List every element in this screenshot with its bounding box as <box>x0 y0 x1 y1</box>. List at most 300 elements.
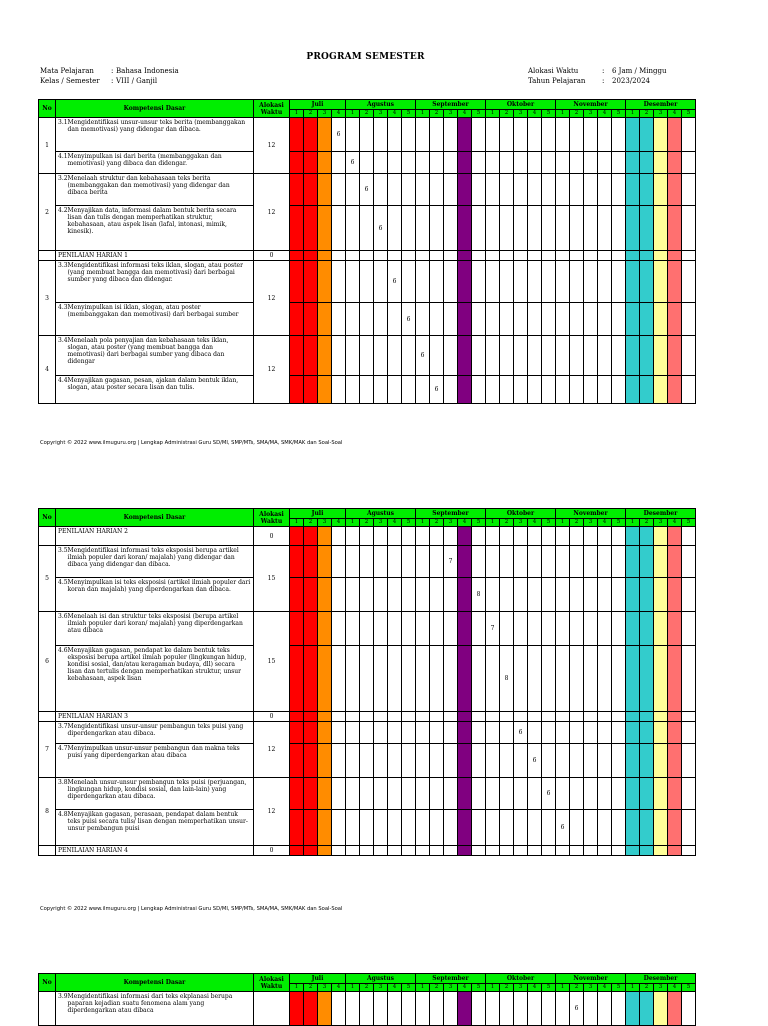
week-cell <box>598 546 612 578</box>
competency-row <box>39 778 696 810</box>
meta-right <box>528 66 667 86</box>
week-cell <box>570 712 584 722</box>
week-cell <box>640 206 654 251</box>
week-cell <box>514 612 528 646</box>
header-week: 5 <box>542 519 556 527</box>
week-cell <box>598 303 612 336</box>
week-cell <box>430 612 444 646</box>
week-hours-value: 8 <box>500 646 514 712</box>
week-cell <box>332 722 346 744</box>
week-cell <box>682 722 696 744</box>
week-cell <box>304 744 318 778</box>
header-week: 5 <box>612 110 626 118</box>
week-cell <box>332 578 346 612</box>
week-hours-value: 6 <box>360 174 374 206</box>
competency-row <box>39 376 696 404</box>
week-cell <box>388 336 402 376</box>
week-cell <box>388 546 402 578</box>
week-cell <box>374 712 388 722</box>
week-cell <box>584 546 598 578</box>
competency-row <box>39 810 696 846</box>
week-cell <box>640 527 654 546</box>
week-cell <box>612 578 626 612</box>
week-cell <box>528 527 542 546</box>
header-week: 2 <box>640 984 654 992</box>
header-week: 2 <box>570 984 584 992</box>
week-hours-value: 6 <box>416 336 430 376</box>
week-cell <box>458 722 472 744</box>
week-cell <box>332 206 346 251</box>
program-table-3 <box>38 973 696 1026</box>
week-cell <box>556 846 570 856</box>
week-cell <box>374 118 388 152</box>
alokasi-value: 0 <box>254 527 290 546</box>
week-cell <box>402 336 416 376</box>
week-cell <box>668 744 682 778</box>
week-cell <box>528 992 542 1026</box>
competency-code: 4.4 <box>58 377 68 384</box>
week-cell <box>346 612 360 646</box>
week-cell <box>514 251 528 261</box>
week-cell <box>304 712 318 722</box>
header-month: September <box>416 509 486 519</box>
week-cell <box>682 174 696 206</box>
week-cell <box>668 578 682 612</box>
week-cell <box>472 546 486 578</box>
week-cell <box>486 261 500 303</box>
week-cell <box>472 251 486 261</box>
meta-sep: : <box>602 77 605 85</box>
week-cell <box>416 712 430 722</box>
week-cell <box>430 846 444 856</box>
week-cell <box>290 722 304 744</box>
row-number: 2 <box>39 174 56 251</box>
header-month: September <box>416 100 486 110</box>
week-cell <box>514 206 528 251</box>
header-month: September <box>416 974 486 984</box>
header-week: 2 <box>360 984 374 992</box>
week-cell <box>668 251 682 261</box>
week-cell <box>486 846 500 856</box>
header-week: 2 <box>640 110 654 118</box>
header-week: 5 <box>472 110 486 118</box>
competency-description: Mengidentifikasi unsur-unsur teks berita (membanggakan dan memotivasi) yang didengar dan dibaca. <box>67 119 246 133</box>
week-cell <box>458 261 472 303</box>
week-cell <box>514 778 528 810</box>
week-cell <box>528 612 542 646</box>
week-cell <box>290 744 304 778</box>
week-cell <box>332 152 346 174</box>
week-cell <box>472 336 486 376</box>
week-cell <box>626 376 640 404</box>
week-cell <box>304 527 318 546</box>
meta-label: Mata Pelajaran <box>40 67 94 75</box>
week-cell <box>304 206 318 251</box>
week-cell <box>318 722 332 744</box>
week-cell <box>304 251 318 261</box>
competency-code: 3.3 <box>58 262 68 269</box>
week-cell <box>402 376 416 404</box>
competency-row <box>39 612 696 646</box>
header-week: 5 <box>472 519 486 527</box>
week-cell <box>458 376 472 404</box>
week-cell <box>640 376 654 404</box>
competency-row <box>39 152 696 174</box>
no-cell <box>39 712 56 722</box>
header-month: Desember <box>626 509 696 519</box>
week-cell <box>374 376 388 404</box>
week-cell <box>654 646 668 712</box>
week-cell <box>374 722 388 744</box>
alokasi-value: 0 <box>254 846 290 856</box>
week-cell <box>346 251 360 261</box>
week-cell <box>318 206 332 251</box>
week-cell <box>668 261 682 303</box>
week-cell <box>332 646 346 712</box>
program-table-1 <box>38 99 696 404</box>
week-cell <box>612 722 626 744</box>
week-cell <box>626 722 640 744</box>
week-cell <box>542 118 556 152</box>
alokasi-value: 15 <box>254 546 290 612</box>
competency-row <box>39 303 696 336</box>
week-cell <box>304 118 318 152</box>
week-cell <box>570 778 584 810</box>
week-cell <box>360 744 374 778</box>
week-cell <box>304 992 318 1026</box>
week-cell <box>430 712 444 722</box>
week-cell <box>654 744 668 778</box>
copyright-text: Copyright © 2022 www.ilmuguru.org | Lengkap Administrasi Guru SD/MI, SMP/MTs, SMA/MA, SMK/MAK dan Soal-Soal <box>40 906 343 912</box>
header-week: 5 <box>612 984 626 992</box>
competency-row <box>39 206 696 251</box>
header-week: 4 <box>598 110 612 118</box>
alokasi-value: 12 <box>254 722 290 778</box>
week-cell <box>472 712 486 722</box>
meta-value: 2023/2024 <box>612 77 650 85</box>
week-cell <box>626 527 640 546</box>
header-alokasi: Alokasi Waktu <box>254 100 290 118</box>
week-cell <box>458 546 472 578</box>
week-cell <box>682 744 696 778</box>
week-cell <box>556 546 570 578</box>
week-cell <box>290 778 304 810</box>
week-cell <box>584 152 598 174</box>
week-hours-value: 6 <box>570 992 584 1026</box>
week-cell <box>584 846 598 856</box>
header-week: 1 <box>416 984 430 992</box>
week-cell <box>682 152 696 174</box>
week-cell <box>416 992 430 1026</box>
header-month: Agustus <box>346 974 416 984</box>
week-cell <box>402 810 416 846</box>
competency-row <box>39 174 696 206</box>
week-cell <box>360 612 374 646</box>
week-cell <box>668 118 682 152</box>
week-cell <box>458 206 472 251</box>
header-week: 4 <box>332 519 346 527</box>
week-cell <box>640 992 654 1026</box>
header-row-months <box>39 509 696 519</box>
week-cell <box>612 846 626 856</box>
week-cell <box>472 846 486 856</box>
week-cell <box>654 261 668 303</box>
week-cell <box>486 376 500 404</box>
week-cell <box>388 303 402 336</box>
header-month: Desember <box>626 100 696 110</box>
week-cell <box>374 646 388 712</box>
week-cell <box>416 376 430 404</box>
week-cell <box>486 712 500 722</box>
week-cell <box>570 336 584 376</box>
week-cell <box>444 376 458 404</box>
week-cell <box>402 206 416 251</box>
week-cell <box>584 336 598 376</box>
week-cell <box>500 722 514 744</box>
week-cell <box>472 527 486 546</box>
week-cell <box>640 712 654 722</box>
alokasi-value: 12 <box>254 778 290 846</box>
week-cell <box>458 152 472 174</box>
week-cell <box>374 992 388 1026</box>
week-cell <box>430 303 444 336</box>
week-cell <box>626 336 640 376</box>
header-week: 5 <box>682 984 696 992</box>
week-cell <box>402 612 416 646</box>
header-week: 2 <box>570 110 584 118</box>
week-cell <box>640 810 654 846</box>
week-hours-value: 6 <box>542 778 556 810</box>
header-week: 1 <box>346 984 360 992</box>
week-cell <box>290 546 304 578</box>
week-cell <box>304 778 318 810</box>
week-cell <box>332 744 346 778</box>
week-cell <box>346 846 360 856</box>
meta-sep: : <box>111 77 114 85</box>
meta-label: Tahun Pelajaran <box>528 77 586 85</box>
week-cell <box>290 303 304 336</box>
week-cell <box>402 646 416 712</box>
week-cell <box>444 722 458 744</box>
week-cell <box>416 612 430 646</box>
week-cell <box>332 546 346 578</box>
week-cell <box>654 527 668 546</box>
competency-text <box>56 546 254 578</box>
header-week: 4 <box>388 110 402 118</box>
week-cell <box>332 376 346 404</box>
week-cell <box>556 376 570 404</box>
week-cell <box>654 152 668 174</box>
week-hours-value: 6 <box>528 744 542 778</box>
competency-code: 4.3 <box>58 304 68 311</box>
week-cell <box>472 810 486 846</box>
week-cell <box>318 527 332 546</box>
week-cell <box>388 646 402 712</box>
week-hours-value: 8 <box>472 578 486 612</box>
week-cell <box>584 376 598 404</box>
week-cell <box>304 546 318 578</box>
week-cell <box>374 612 388 646</box>
week-cell <box>640 646 654 712</box>
week-cell <box>430 261 444 303</box>
week-cell <box>542 152 556 174</box>
competency-code: 3.2 <box>58 175 68 182</box>
week-cell <box>626 846 640 856</box>
week-cell <box>444 174 458 206</box>
week-cell <box>444 646 458 712</box>
week-cell <box>346 744 360 778</box>
alokasi-value: 12 <box>254 174 290 251</box>
header-week: 2 <box>304 519 318 527</box>
week-cell <box>416 722 430 744</box>
week-cell <box>542 846 556 856</box>
week-cell <box>626 612 640 646</box>
week-cell <box>374 303 388 336</box>
header-week: 2 <box>640 519 654 527</box>
week-cell <box>388 722 402 744</box>
week-cell <box>528 206 542 251</box>
week-cell <box>682 251 696 261</box>
header-no: No <box>39 509 56 527</box>
header-week: 5 <box>542 984 556 992</box>
week-cell <box>584 174 598 206</box>
week-cell <box>360 546 374 578</box>
week-cell <box>430 174 444 206</box>
week-cell <box>598 712 612 722</box>
week-cell <box>318 174 332 206</box>
week-cell <box>598 336 612 376</box>
week-cell <box>640 261 654 303</box>
competency-text <box>56 646 254 712</box>
week-cell <box>430 810 444 846</box>
competency-code: 3.8 <box>58 779 68 786</box>
header-alokasi: Alokasi Waktu <box>254 974 290 992</box>
no-cell <box>39 527 56 546</box>
week-cell <box>654 612 668 646</box>
header-week: 1 <box>556 110 570 118</box>
week-cell <box>626 174 640 206</box>
week-cell <box>640 846 654 856</box>
week-cell <box>570 376 584 404</box>
header-week: 4 <box>458 984 472 992</box>
header-week: 3 <box>654 519 668 527</box>
row-number: 7 <box>39 722 56 778</box>
competency-description: Menelaah struktur dan kebahasaan teks berita (membanggakan dan memotivasi) yang didengar dan dibaca berita <box>67 175 230 196</box>
header-week: 1 <box>556 519 570 527</box>
week-cell <box>626 303 640 336</box>
week-cell <box>626 778 640 810</box>
header-week: 5 <box>682 519 696 527</box>
week-cell <box>416 846 430 856</box>
week-cell <box>360 810 374 846</box>
week-cell <box>486 118 500 152</box>
week-cell <box>626 118 640 152</box>
week-cell <box>444 778 458 810</box>
week-cell <box>542 206 556 251</box>
competency-code: 3.9 <box>58 993 68 1000</box>
week-cell <box>528 251 542 261</box>
week-cell <box>402 712 416 722</box>
week-cell <box>556 303 570 336</box>
week-cell <box>612 261 626 303</box>
week-cell <box>668 546 682 578</box>
week-cell <box>556 712 570 722</box>
week-cell <box>416 810 430 846</box>
week-cell <box>318 303 332 336</box>
header-week: 3 <box>654 110 668 118</box>
week-cell <box>388 251 402 261</box>
copyright-text: Copyright © 2022 www.ilmuguru.org | Lengkap Administrasi Guru SD/MI, SMP/MTs, SMA/MA, SMK/MAK dan Soal-Soal <box>40 440 343 446</box>
week-cell <box>486 744 500 778</box>
week-cell <box>514 646 528 712</box>
competency-text <box>56 206 254 251</box>
competency-text <box>56 336 254 376</box>
assessment-label: PENILAIAN HARIAN 3 <box>56 712 254 722</box>
week-cell <box>584 251 598 261</box>
week-cell <box>346 712 360 722</box>
header-month: Oktober <box>486 100 556 110</box>
alokasi-value: 15 <box>254 612 290 712</box>
week-cell <box>668 712 682 722</box>
week-hours-value: 7 <box>444 546 458 578</box>
week-cell <box>570 722 584 744</box>
header-week: 1 <box>416 110 430 118</box>
header-kompetensi: Kompetensi Dasar <box>56 974 254 992</box>
week-cell <box>500 152 514 174</box>
week-cell <box>458 778 472 810</box>
alokasi-value: 12 <box>254 336 290 404</box>
row-number: 4 <box>39 336 56 404</box>
week-cell <box>668 810 682 846</box>
week-cell <box>332 778 346 810</box>
week-cell <box>598 646 612 712</box>
week-cell <box>528 118 542 152</box>
week-cell <box>486 992 500 1026</box>
meta-value: VIII / Ganjil <box>116 77 158 85</box>
week-cell <box>388 527 402 546</box>
week-cell <box>612 118 626 152</box>
week-cell <box>416 744 430 778</box>
week-cell <box>402 174 416 206</box>
competency-code: 3.5 <box>58 547 68 554</box>
header-week: 3 <box>514 984 528 992</box>
competency-text <box>56 810 254 846</box>
competency-text <box>56 778 254 810</box>
week-cell <box>612 303 626 336</box>
week-cell <box>346 206 360 251</box>
competency-row <box>39 722 696 744</box>
competency-description: Menyimpulkan unsur-unsur pembangun dan makna teks puisi yang diperdengarkan atau dibaca <box>67 745 240 759</box>
week-cell <box>598 992 612 1026</box>
week-cell <box>542 251 556 261</box>
week-cell <box>682 527 696 546</box>
competency-row <box>39 992 696 1026</box>
week-cell <box>514 846 528 856</box>
week-cell <box>430 778 444 810</box>
week-cell <box>598 578 612 612</box>
competency-row <box>39 118 696 152</box>
week-cell <box>500 712 514 722</box>
header-week: 3 <box>318 519 332 527</box>
week-cell <box>542 712 556 722</box>
meta-value: 6 Jam / Minggu <box>612 67 667 75</box>
week-cell <box>598 118 612 152</box>
row-number: 3 <box>39 261 56 336</box>
week-cell <box>640 612 654 646</box>
header-week: 2 <box>360 519 374 527</box>
week-cell <box>346 646 360 712</box>
week-cell <box>360 152 374 174</box>
